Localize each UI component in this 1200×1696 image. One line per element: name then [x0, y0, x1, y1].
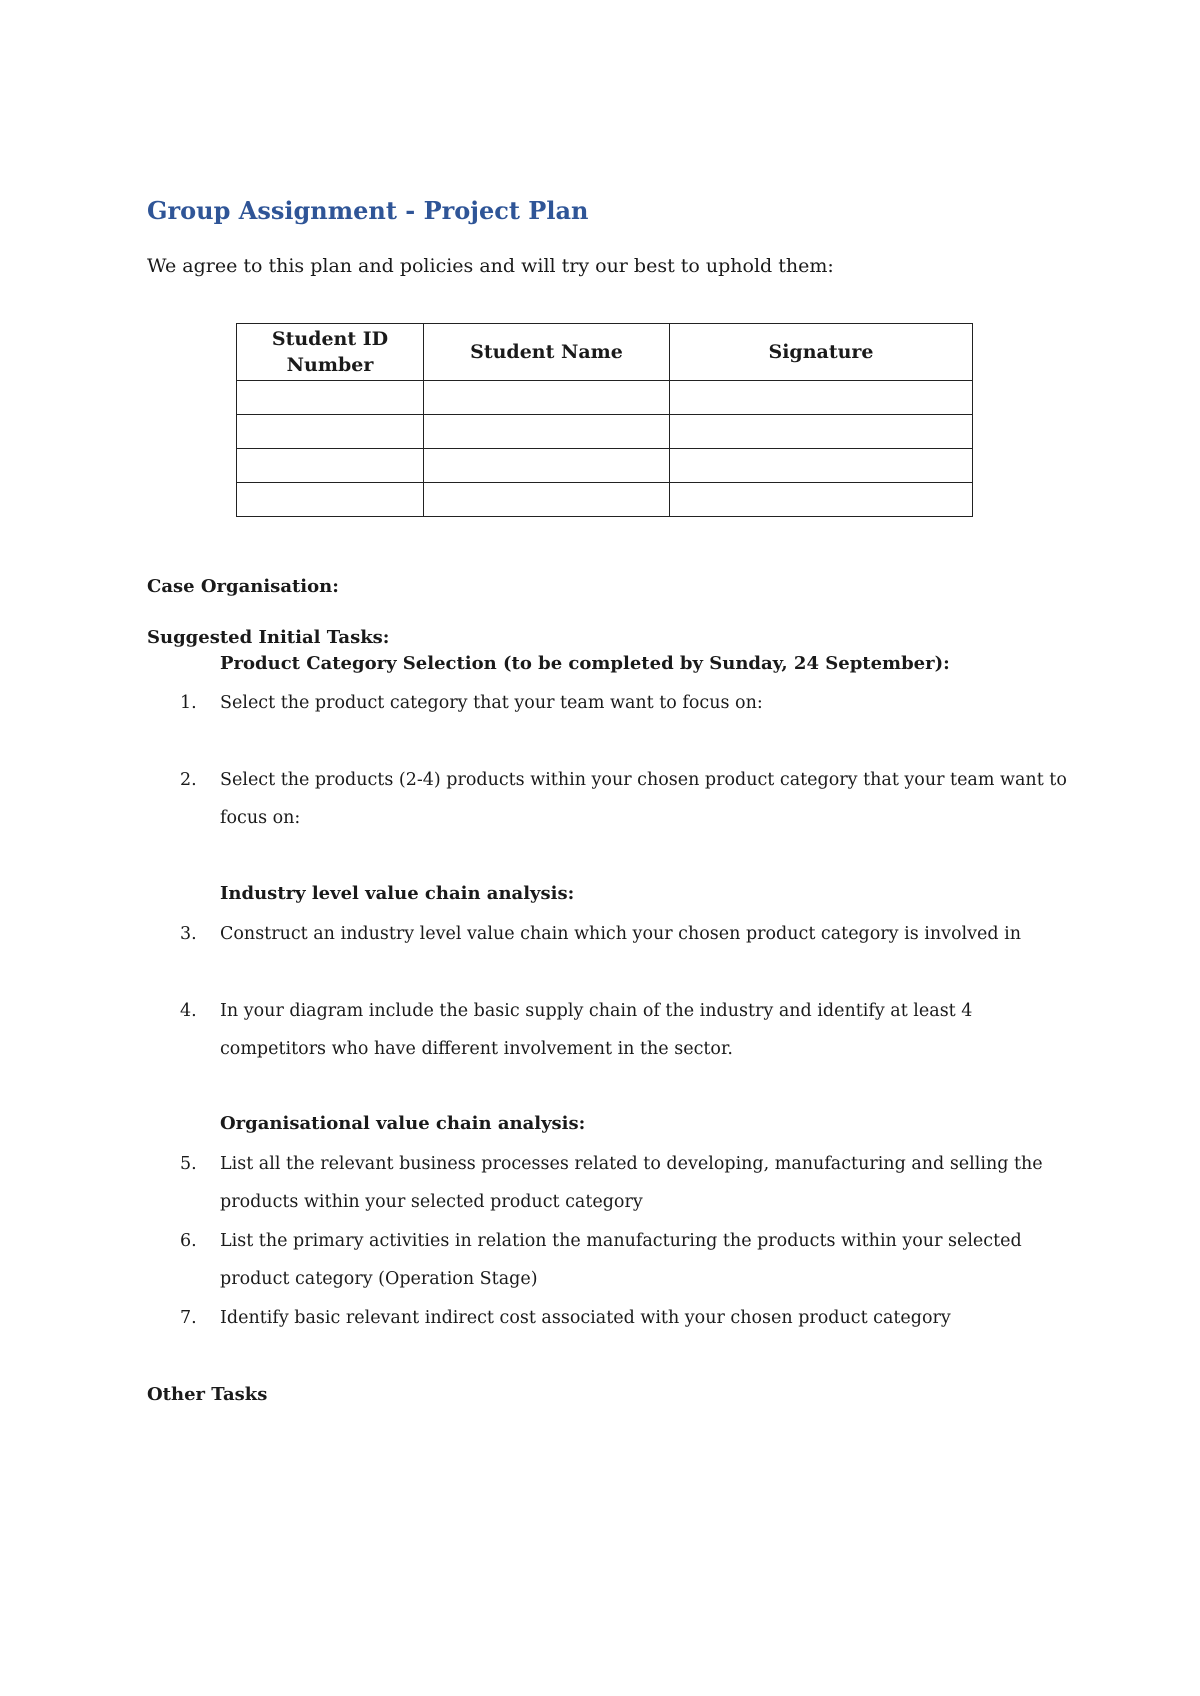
- signature-cell[interactable]: [670, 381, 973, 415]
- signature-cell[interactable]: [670, 415, 973, 449]
- task-number: 7.: [180, 1308, 197, 1328]
- table-row: [237, 449, 973, 483]
- task-item-5: [180, 1145, 1080, 1221]
- student-id-cell[interactable]: [237, 381, 424, 415]
- task-number: 6.: [180, 1231, 197, 1251]
- student-id-cell[interactable]: [237, 449, 424, 483]
- task-text: List all the relevant business processes related to developing, manufacturing and selling the products within your selected product category: [220, 1154, 1043, 1212]
- student-name-cell[interactable]: [424, 483, 670, 517]
- student-name-cell[interactable]: [424, 415, 670, 449]
- task-text: In your diagram include the basic supply chain of the industry and identify at least 4 competitors who have different involvement in the sector.: [220, 1001, 973, 1059]
- organisational-value-chain-heading: Organisational value chain analysis:: [220, 1113, 586, 1134]
- suggested-tasks-label: Suggested Initial Tasks:: [147, 627, 390, 648]
- task-item-7: [180, 1299, 1080, 1337]
- student-id-cell[interactable]: [237, 483, 424, 517]
- table-row: [237, 381, 973, 415]
- signature-cell[interactable]: [670, 449, 973, 483]
- task-item-4: [180, 992, 1080, 1068]
- task-number: 1.: [180, 693, 197, 713]
- task-number: 5.: [180, 1154, 197, 1174]
- task-text: List the primary activities in relation the manufacturing the products within your selected product category (Operation Stage): [220, 1231, 1022, 1289]
- industry-value-chain-heading: Industry level value chain analysis:: [220, 883, 575, 904]
- task-item-3: [180, 915, 1080, 953]
- other-tasks-label: Other Tasks: [147, 1384, 268, 1405]
- task-number: 3.: [180, 924, 197, 944]
- task-text: Construct an industry level value chain which your chosen product category is involved in: [220, 924, 1022, 944]
- task-item-1: [180, 684, 1080, 722]
- task-number: 4.: [180, 1001, 197, 1021]
- agreement-statement: We agree to this plan and policies and will try our best to uphold them:: [147, 255, 834, 277]
- page-title: Group Assignment - Project Plan: [147, 196, 589, 225]
- case-organisation-label: Case Organisation:: [147, 576, 339, 597]
- student-id-column-header: Student ID Number: [237, 324, 424, 381]
- product-category-selection-heading: Product Category Selection (to be completed by Sunday, 24 September):: [220, 653, 950, 674]
- signature-cell[interactable]: [670, 483, 973, 517]
- task-text: Select the product category that your team want to focus on:: [220, 693, 763, 713]
- table-row: [237, 483, 973, 517]
- task-text: Identify basic relevant indirect cost associated with your chosen product category: [220, 1308, 951, 1328]
- task-text: Select the products (2-4) products within your chosen product category that your team want to focus on:: [220, 770, 1067, 828]
- student-name-cell[interactable]: [424, 381, 670, 415]
- task-item-6: [180, 1222, 1080, 1298]
- signature-column-header: Signature: [670, 324, 973, 381]
- student-name-column-header: Student Name: [424, 324, 670, 381]
- student-name-cell[interactable]: [424, 449, 670, 483]
- student-id-cell[interactable]: [237, 415, 424, 449]
- signature-table-header-row: [237, 324, 973, 381]
- task-number: 2.: [180, 770, 197, 790]
- signature-table: [236, 323, 973, 517]
- table-row: [237, 415, 973, 449]
- task-item-2: [180, 761, 1080, 837]
